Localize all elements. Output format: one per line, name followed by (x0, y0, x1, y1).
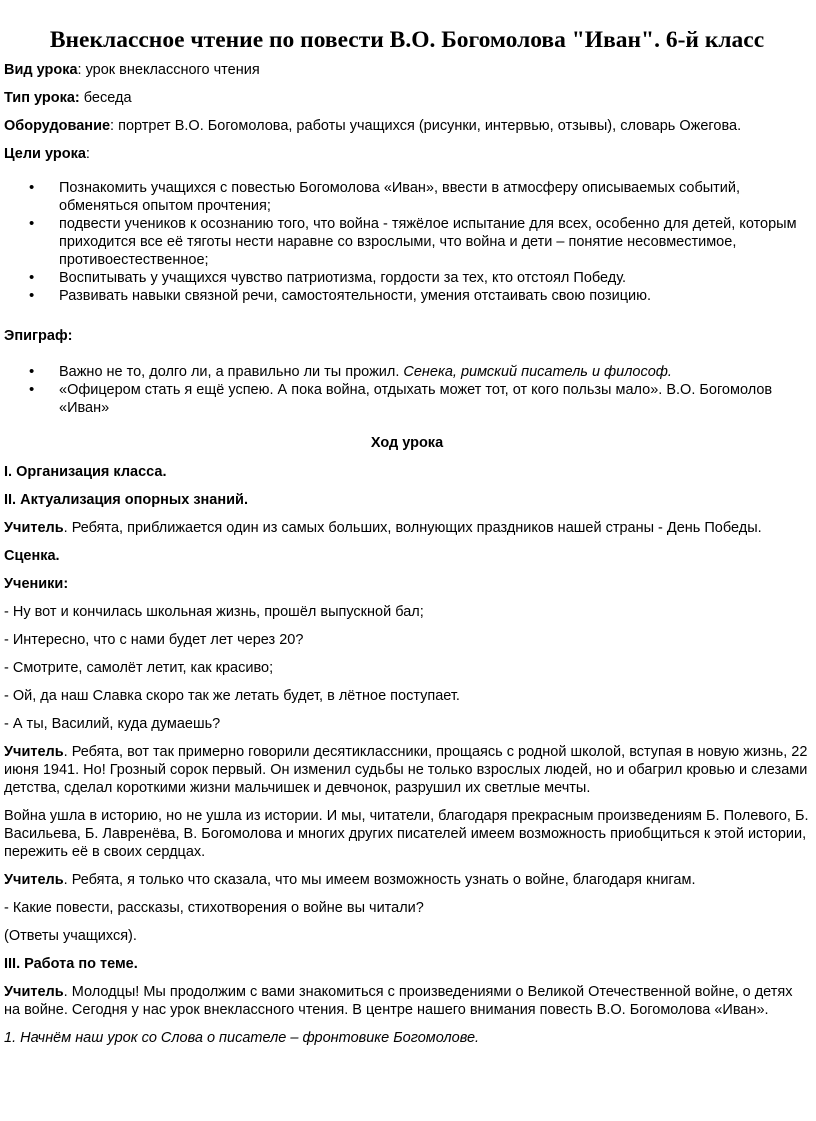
lesson-kind-label: Вид урока (4, 62, 78, 78)
epigraph-heading (4, 327, 810, 345)
teacher-text: . Ребята, вот так примерно говорили десятиклассники, прощаясь с родной школой, вступая в новую жизнь, 22 июня 1941. Но! Грозный сорок первый. Он изменил судьбы не только взрослых людей, но и обагрил кровью и слезами детства, сделал короткими жизни мальчишек и девчонок, разрушил их светлые мечты. (4, 744, 808, 796)
dialogue-line: - Ну вот и кончилась школьная жизнь, прошёл выпускной бал; (4, 604, 424, 620)
dialogue-line: - Ой, да наш Славка скоро так же летать будет, в лётное поступает. (4, 688, 460, 704)
teacher-paragraph (4, 519, 810, 537)
dialogue-line: - Смотрите, самолёт летит, как красиво; (4, 660, 274, 676)
students-label: Ученики: (4, 576, 69, 592)
teacher-paragraph (4, 871, 810, 889)
course-heading: Ход урока (370, 435, 444, 451)
lesson-type (4, 89, 810, 107)
section-heading: III. Работа по теме. (4, 956, 138, 972)
goals-heading (4, 145, 810, 163)
document-title: Внеклассное чтение по повести В.О. Богомолова "Иван". 6-й класс (49, 27, 765, 53)
teacher-text: . Ребята, я только что сказала, что мы имеем возможность узнать о войне, благодаря книгам. (63, 872, 696, 888)
teacher-text: . Ребята, приближается один из самых больших, волнующих праздников нашей страны - День Победы. (63, 520, 762, 536)
dialogue-line: - Интересно, что с нами будет лет через 20? (4, 632, 304, 648)
goal-item: • Развивать навыки связной речи, самостоятельности, умения отстаивать свою позицию. (59, 287, 810, 305)
epigraph-list (4, 363, 810, 417)
epigraph-item (59, 363, 810, 381)
goals-list (4, 179, 810, 305)
dialogue-line: - А ты, Василий, куда думаешь? (4, 716, 221, 732)
epigraph-source: Сенека, римский писатель и философ. (403, 364, 672, 380)
answers-line: (Ответы учащихся). (4, 928, 137, 944)
epigraph-item: • «Офицером стать я ещё успею. А пока война, отдыхать может тот, от кого пользы мало». В.О. Богомолов «Иван» (59, 381, 810, 417)
scene-label: Сценка. (4, 548, 60, 564)
equipment-value: : портрет В.О. Богомолова, работы учащихся (рисунки, интервью, отзывы), словарь Ожегова. (110, 118, 742, 134)
lesson-kind-value: : урок внеклассного чтения (77, 62, 260, 78)
numbered-item: 1. Начнём наш урок со Слова о писателе – фронтовике Богомолове. (4, 1030, 480, 1046)
question-line: - Какие повести, рассказы, стихотворения о войне вы читали? (4, 900, 424, 916)
goal-item: • Познакомить учащихся с повестью Богомолова «Иван», ввести в атмосферу описываемых событий, обменяться опытом прочтения; (59, 179, 810, 215)
lesson-type-label: Тип урока: (4, 90, 80, 106)
body-paragraph: Война ушла в историю, но не ушла из истории. И мы, читатели, благодаря прекрасным произведениям Б. Полевого, Б. Васильева, Б. Лавренёва, В. Богомолова и многих других писателей имеем возможность приобщиться к этой истории, пережить её в своих сердцах. (4, 808, 809, 860)
teacher-label: Учитель (4, 744, 64, 760)
section-heading: II. Актуализация опорных знаний. (4, 492, 248, 508)
epigraph-quote: Важно не то, долго ли, а правильно ли ты прожил. (59, 364, 404, 380)
teacher-label: Учитель (4, 520, 64, 536)
teacher-label: Учитель (4, 984, 64, 1000)
epigraph-label: Эпиграф: (4, 328, 73, 344)
teacher-paragraph (4, 983, 810, 1019)
goal-item: • подвести учеников к осознанию того, что война - тяжёлое испытание для всех, особенно для детей, которым приходится все её тяготы нести наравне со взрослыми, что война и дети – понятие несовместимое, противоестественное; (59, 215, 810, 269)
equipment (4, 117, 810, 135)
lesson-type-value: беседа (79, 90, 132, 106)
teacher-text: . Молодцы! Мы продолжим с вами знакомиться с произведениями о Великой Отечественной войне, о детях на войне. Сегодня у нас урок внеклассного чтения. В центре нашего внимания повесть В.О. Богомолова «Иван». (4, 984, 793, 1018)
goals-suffix: : (85, 146, 90, 162)
teacher-label: Учитель (4, 872, 64, 888)
equipment-label: Оборудование (4, 118, 111, 134)
lesson-kind (4, 61, 810, 79)
teacher-paragraph (4, 743, 810, 797)
goal-item: • Воспитывать у учащихся чувство патриотизма, гордости за тех, кто отстоял Победу. (59, 269, 810, 287)
goals-label: Цели урока (4, 146, 86, 162)
section-heading: I. Организация класса. (4, 464, 167, 480)
